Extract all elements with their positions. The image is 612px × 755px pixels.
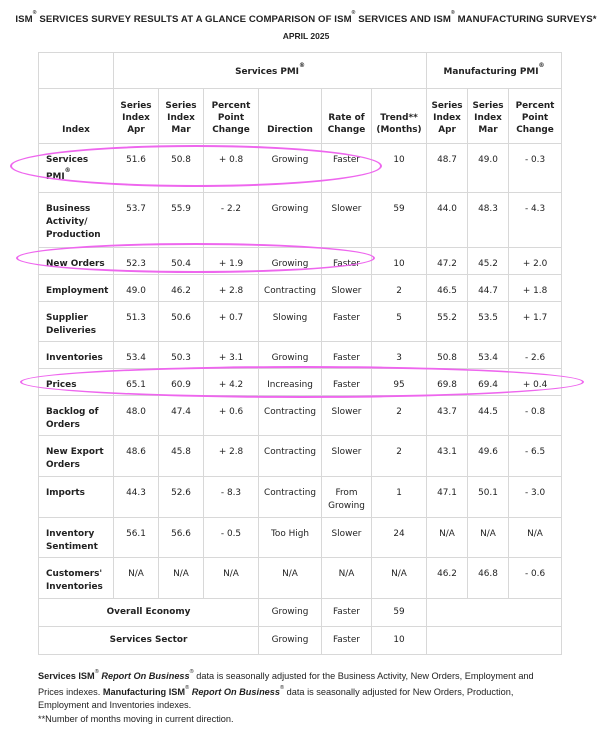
cell-trend: 2	[372, 396, 427, 436]
cell-svc-apr: 65.1	[114, 369, 159, 396]
manufacturing-pmi-group-header: Manufacturing PMI®	[427, 53, 562, 89]
cell-direction: Contracting	[259, 436, 322, 477]
cell-mfg-change: - 3.0	[509, 477, 562, 518]
cell-trend: 2	[372, 436, 427, 477]
services-pmi-group-header: Services PMI®	[114, 53, 427, 89]
cell-mfg-mar: 69.4	[468, 369, 509, 396]
summary-direction: Growing	[259, 599, 322, 627]
row-index-label: Services PMI®	[39, 144, 114, 193]
row-index-text: Prices	[46, 380, 77, 390]
cell-rate: Slower	[322, 518, 372, 558]
summary-row	[39, 627, 562, 655]
summary-trend: 10	[372, 627, 427, 655]
cell-mfg-mar: 49.6	[468, 436, 509, 477]
row-index-text: Business Activity/ Production	[46, 204, 101, 240]
cell-mfg-apr: 47.2	[427, 248, 468, 275]
cell-mfg-change: - 0.8	[509, 396, 562, 436]
cell-svc-change: - 0.5	[204, 518, 259, 558]
cell-rate: Slower	[322, 193, 372, 248]
cell-mfg-change: + 1.7	[509, 302, 562, 342]
cell-rate: Faster	[322, 248, 372, 275]
cell-mfg-mar: 44.5	[468, 396, 509, 436]
cell-trend: 1	[372, 477, 427, 518]
col-mfg-mar: Series Index Mar	[468, 89, 509, 144]
row-index-text: Services PMI	[46, 155, 89, 182]
table-row	[39, 518, 562, 558]
cell-rate: N/A	[322, 558, 372, 599]
table-row	[39, 144, 562, 193]
cell-mfg-apr: 48.7	[427, 144, 468, 193]
cell-mfg-change: - 2.6	[509, 342, 562, 369]
cell-mfg-apr: 47.1	[427, 477, 468, 518]
cell-trend: 10	[372, 144, 427, 193]
cell-rate: Faster	[322, 144, 372, 193]
cell-trend: 10	[372, 248, 427, 275]
cell-trend: 24	[372, 518, 427, 558]
cell-rate: Slower	[322, 396, 372, 436]
cell-svc-apr: N/A	[114, 558, 159, 599]
cell-svc-change: N/A	[204, 558, 259, 599]
cell-svc-apr: 48.6	[114, 436, 159, 477]
cell-direction: Growing	[259, 144, 322, 193]
cell-mfg-mar: 45.2	[468, 248, 509, 275]
cell-svc-change: - 8.3	[204, 477, 259, 518]
col-svc-change: Percent Point Change	[204, 89, 259, 144]
cell-mfg-apr: 50.8	[427, 342, 468, 369]
cell-mfg-change: + 2.0	[509, 248, 562, 275]
cell-svc-apr: 49.0	[114, 275, 159, 302]
cell-direction: N/A	[259, 558, 322, 599]
table-row	[39, 369, 562, 396]
row-index-label	[39, 518, 114, 558]
cell-direction: Increasing	[259, 369, 322, 396]
table-row	[39, 436, 562, 477]
cell-direction: Growing	[259, 248, 322, 275]
group-header-row	[39, 53, 562, 89]
cell-svc-change: + 4.2	[204, 369, 259, 396]
cell-svc-mar: N/A	[159, 558, 204, 599]
summary-row	[39, 599, 562, 627]
cell-svc-apr: 56.1	[114, 518, 159, 558]
cell-direction: Too High	[259, 518, 322, 558]
cell-mfg-apr: 44.0	[427, 193, 468, 248]
column-header-row	[39, 89, 562, 144]
table-row	[39, 342, 562, 369]
cell-svc-mar: 50.4	[159, 248, 204, 275]
cell-svc-apr: 53.7	[114, 193, 159, 248]
cell-direction: Growing	[259, 193, 322, 248]
cell-mfg-change: + 0.4	[509, 369, 562, 396]
summary-label: Services Sector	[39, 627, 259, 655]
summary-rate: Faster	[322, 627, 372, 655]
row-index-text: New Export Orders	[46, 447, 104, 470]
cell-rate: From Growing	[322, 477, 372, 518]
cell-trend: 5	[372, 302, 427, 342]
cell-mfg-change: - 4.3	[509, 193, 562, 248]
cell-mfg-change: + 1.8	[509, 275, 562, 302]
row-index-label	[39, 342, 114, 369]
cell-svc-change: + 1.9	[204, 248, 259, 275]
cell-mfg-mar: 50.1	[468, 477, 509, 518]
col-mfg-apr: Series Index Apr	[427, 89, 468, 144]
cell-rate: Slower	[322, 436, 372, 477]
cell-svc-apr: 48.0	[114, 396, 159, 436]
table-row	[39, 302, 562, 342]
cell-trend: 3	[372, 342, 427, 369]
row-index-text: Customers' Inventories	[46, 569, 103, 592]
summary-direction: Growing	[259, 627, 322, 655]
report-date: APRIL 2025	[282, 31, 330, 41]
table-row	[39, 477, 562, 518]
cell-svc-mar: 47.4	[159, 396, 204, 436]
cell-rate: Faster	[322, 342, 372, 369]
page-title: ISM® SERVICES SURVEY RESULTS AT A GLANCE COMPARISON OF ISM® SERVICES AND ISM® MANUFACTURING SURVEYS*	[15, 10, 597, 25]
cell-svc-apr: 51.3	[114, 302, 159, 342]
row-index-label	[39, 436, 114, 477]
col-mfg-change: Percent Point Change	[509, 89, 562, 144]
cell-svc-change: + 2.8	[204, 436, 259, 477]
cell-svc-change: + 0.6	[204, 396, 259, 436]
blank-header	[39, 53, 114, 89]
col-rate: Rate of Change	[322, 89, 372, 144]
cell-svc-change: + 0.7	[204, 302, 259, 342]
row-index-label	[39, 558, 114, 599]
cell-svc-change: + 3.1	[204, 342, 259, 369]
summary-label: Overall Economy	[39, 599, 259, 627]
col-index: Index	[39, 89, 114, 144]
cell-mfg-apr: 55.2	[427, 302, 468, 342]
cell-mfg-mar: 53.5	[468, 302, 509, 342]
cell-direction: Growing	[259, 342, 322, 369]
cell-direction: Contracting	[259, 396, 322, 436]
table-row	[39, 248, 562, 275]
cell-svc-mar: 60.9	[159, 369, 204, 396]
footnote: Services ISM® Report On Business® data is seasonally adjusted for the Business Activity, New Orders, Employment and Prices indexes. Manufacturing ISM® Report On Business® data is seasonally adjusted for New Orders, Production, Employment and Inventories indexes. **Number of months moving in current direction.	[38, 669, 534, 724]
cell-mfg-apr: 43.7	[427, 396, 468, 436]
table-row	[39, 396, 562, 436]
table-row	[39, 558, 562, 599]
cell-direction: Contracting	[259, 477, 322, 518]
row-index-label	[39, 302, 114, 342]
cell-mfg-change: - 0.3	[509, 144, 562, 193]
summary-rate: Faster	[322, 599, 372, 627]
row-index-text: Inventories	[46, 353, 103, 363]
cell-mfg-mar: N/A	[468, 518, 509, 558]
summary-blank	[427, 627, 562, 655]
cell-rate: Faster	[322, 302, 372, 342]
cell-svc-mar: 56.6	[159, 518, 204, 558]
cell-svc-mar: 50.8	[159, 144, 204, 193]
cell-trend: N/A	[372, 558, 427, 599]
row-index-label	[39, 477, 114, 518]
row-index-text: Imports	[46, 488, 85, 498]
cell-mfg-mar: 44.7	[468, 275, 509, 302]
row-index-label	[39, 396, 114, 436]
summary-trend: 59	[372, 599, 427, 627]
cell-mfg-apr: 69.8	[427, 369, 468, 396]
cell-trend: 2	[372, 275, 427, 302]
trend-note: **Number of months moving in current direction.	[38, 713, 234, 724]
summary-blank	[427, 599, 562, 627]
cell-svc-change: - 2.2	[204, 193, 259, 248]
cell-svc-mar: 45.8	[159, 436, 204, 477]
cell-svc-mar: 55.9	[159, 193, 204, 248]
row-index-text: Supplier Deliveries	[46, 313, 96, 336]
row-index-label	[39, 248, 114, 275]
col-direction: Direction	[259, 89, 322, 144]
row-index-text: Backlog of Orders	[46, 407, 99, 430]
table-row	[39, 275, 562, 302]
col-trend: Trend** (Months)	[372, 89, 427, 144]
col-svc-apr: Series Index Apr	[114, 89, 159, 144]
cell-mfg-change: N/A	[509, 518, 562, 558]
cell-svc-apr: 52.3	[114, 248, 159, 275]
col-svc-mar: Series Index Mar	[159, 89, 204, 144]
cell-svc-mar: 50.3	[159, 342, 204, 369]
cell-mfg-change: - 6.5	[509, 436, 562, 477]
cell-svc-change: + 0.8	[204, 144, 259, 193]
cell-mfg-apr: 43.1	[427, 436, 468, 477]
cell-mfg-apr: N/A	[427, 518, 468, 558]
cell-mfg-mar: 49.0	[468, 144, 509, 193]
cell-mfg-mar: 48.3	[468, 193, 509, 248]
cell-rate: Slower	[322, 275, 372, 302]
row-index-label	[39, 193, 114, 248]
cell-mfg-apr: 46.5	[427, 275, 468, 302]
cell-svc-mar: 46.2	[159, 275, 204, 302]
row-index-label	[39, 369, 114, 396]
row-index-text: New Orders	[46, 259, 105, 269]
cell-direction: Contracting	[259, 275, 322, 302]
cell-trend: 95	[372, 369, 427, 396]
cell-trend: 59	[372, 193, 427, 248]
survey-table	[38, 52, 562, 655]
cell-mfg-mar: 46.8	[468, 558, 509, 599]
cell-mfg-change: - 0.6	[509, 558, 562, 599]
row-index-label	[39, 275, 114, 302]
cell-mfg-apr: 46.2	[427, 558, 468, 599]
cell-mfg-mar: 53.4	[468, 342, 509, 369]
row-index-text: Employment	[46, 286, 109, 296]
cell-svc-mar: 50.6	[159, 302, 204, 342]
cell-direction: Slowing	[259, 302, 322, 342]
cell-svc-apr: 53.4	[114, 342, 159, 369]
row-index-text: Inventory Sentiment	[46, 529, 98, 552]
cell-svc-mar: 52.6	[159, 477, 204, 518]
cell-svc-change: + 2.8	[204, 275, 259, 302]
cell-rate: Faster	[322, 369, 372, 396]
cell-svc-apr: 44.3	[114, 477, 159, 518]
table-row	[39, 193, 562, 248]
cell-svc-apr: 51.6	[114, 144, 159, 193]
